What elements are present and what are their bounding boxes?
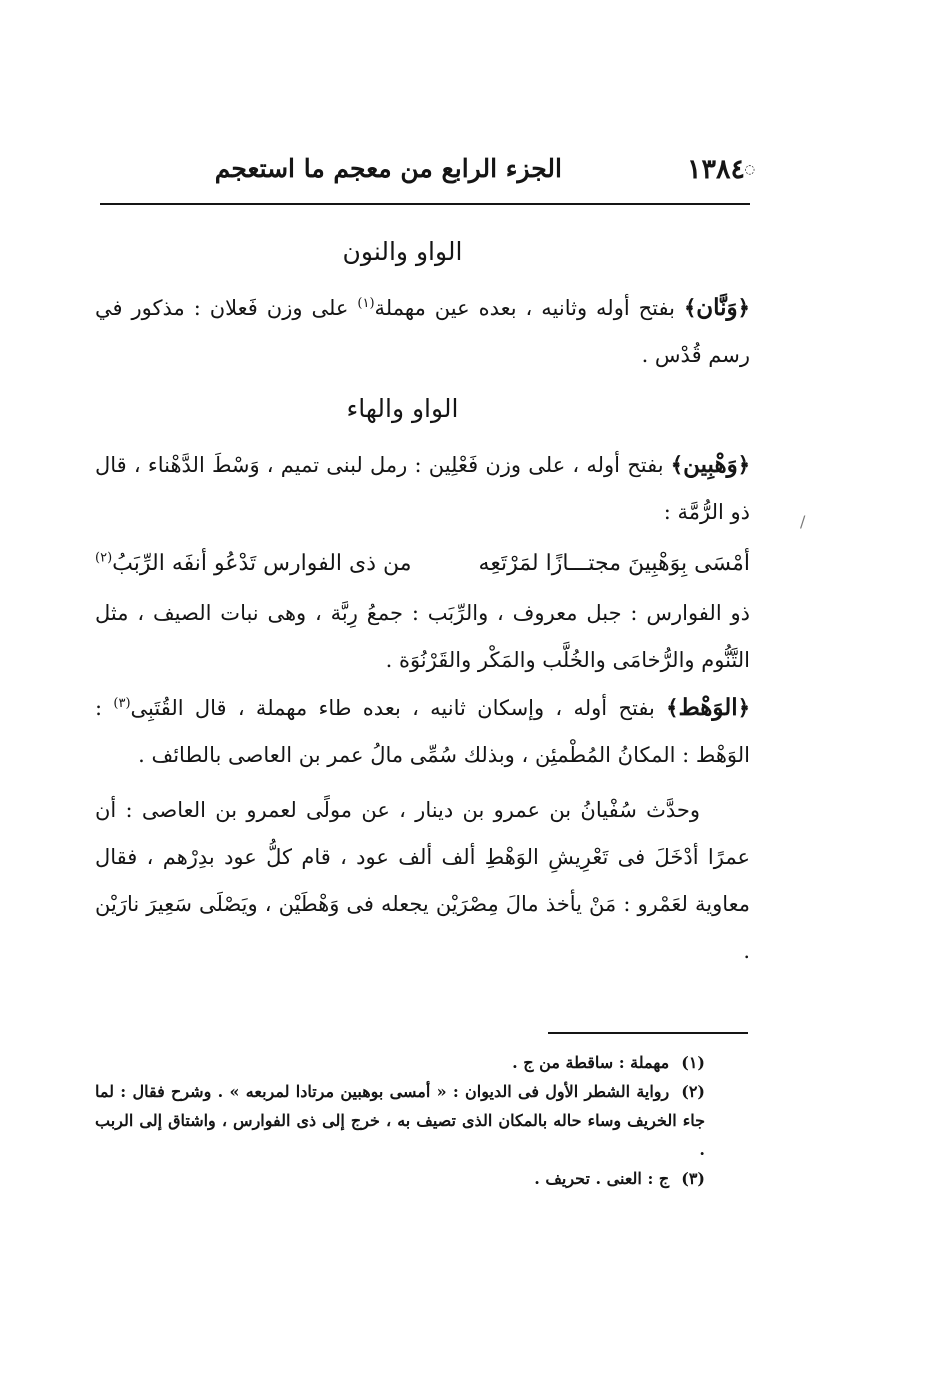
- headword-wannan: وَنَّان: [696, 294, 738, 321]
- footnote-text: رواية الشطر الأول فى الديوان : « أمسى بوهبين مرتادا لمربعه » . وشرح فقال : لما جاء الخريف وساء حاله بالمكان الذى تصيف به ، خرج إلى ذى الفوارس ، واشتاق إلى الربب .: [95, 1082, 705, 1159]
- verse-second-text: من ذى الفوارس تَدْعُو أنفَه الرِّبَبُ: [112, 551, 412, 576]
- section-title-waw-nun: الواو والنون: [342, 237, 463, 266]
- footnote-number: (١): [681, 1053, 705, 1072]
- page-number: ١٣٨٤: [686, 154, 745, 185]
- footnote-ref-1: (١): [357, 296, 375, 311]
- entry-text: بفتح أوله وثانيه ، بعده عين مهملة: [374, 296, 675, 320]
- footnote-1: [95, 1048, 705, 1077]
- header-rule: [100, 203, 750, 205]
- stray-mark: /: [800, 512, 806, 531]
- entry-open-bracket: ﴿: [737, 452, 750, 477]
- entry-close-bracket: ﴾: [670, 452, 684, 477]
- entry-close-bracket: ﴾: [683, 295, 697, 320]
- entry-wahT: [95, 684, 750, 779]
- verse-second-hemistich: [95, 538, 412, 590]
- hadith-paragraph: وحدَّث سُفْيانُ بن عمرو بن دينار ، عن مولًى لعمرو بن العاصى : أن عمرًا أدْخَلَ فى تَعْرِيشِ الوَهْطِ ألف ألف عود ، قام كلُّ عود بدِرْهم ، فقال معاوية لعَمْرو : مَنْ يأخذ مالَ مِصْرَيْن يجعله فى وَهْطَيْن ، ويَصْلَى سَعِيرَ نارَيْن .: [95, 798, 750, 963]
- footnote-text: مهملة : ساقطة من ج .: [512, 1053, 670, 1072]
- footnotes: [95, 1048, 705, 1193]
- entry-open-bracket: ﴿: [737, 695, 750, 720]
- entry-text: بفتح أوله ، على وزن فَعْلِين : رمل لبنى تميم ، وَسْطَ الدَّهْناء ، قال ذو الرُّمَّة :: [95, 453, 750, 524]
- headword-wahbin: وَهْبِين: [683, 451, 738, 478]
- entry-text: على وزن فَعلان : مذكور في رسم قُدْس .: [95, 296, 750, 367]
- entry-text: بفتح أوله ، وإسكان ثانيه ، بعده طاء مهملة ، قال القُتَبِى: [130, 696, 655, 720]
- poetry-verse: [95, 538, 750, 590]
- entry-wannan: [95, 284, 750, 379]
- main-text: [95, 222, 750, 975]
- footnote-2: [95, 1077, 705, 1164]
- footnote-rule: [548, 1032, 748, 1034]
- verse-first-hemistich: أمْسَى بِوَهْبِينَ مجتـــازًا لمَرْتَعِه: [478, 551, 750, 576]
- header-ornament: ◌: [744, 162, 755, 176]
- footnote-ref-2: (٢): [95, 550, 113, 566]
- running-title: الجزء الرابع من معجم ما استعجم: [214, 154, 562, 183]
- verse-gloss: ذو الفوارس : جبل معروف ، والرِّبَب : جمعُ رِبَّة ، وهى نبات الصيف ، مثل التَّنُّوم والرُّخامَى والخُلَّب والمَكْر والقَرْنُوَة .: [95, 601, 750, 672]
- entry-wahbin: [95, 441, 750, 536]
- entry-text: : الوَهْط : المكانُ المُطْمئِن ، وبذلك سُمِّى مالُ عمر بن العاصى بالطائف .: [95, 696, 750, 767]
- footnote-number: (٣): [681, 1169, 705, 1188]
- footnote-ref-3: (٣): [113, 696, 131, 711]
- footnote-text: ج : العنى . تحريف .: [534, 1169, 670, 1188]
- section-title-waw-ha: الواو والهاء: [346, 394, 459, 423]
- entry-close-bracket: ﴾: [666, 695, 679, 720]
- headword-alwaht: الوَهْط: [678, 694, 738, 721]
- running-header: [100, 148, 755, 198]
- footnote-number: (٢): [681, 1082, 705, 1101]
- entry-open-bracket: ﴿: [737, 295, 750, 320]
- footnote-3: [95, 1164, 705, 1193]
